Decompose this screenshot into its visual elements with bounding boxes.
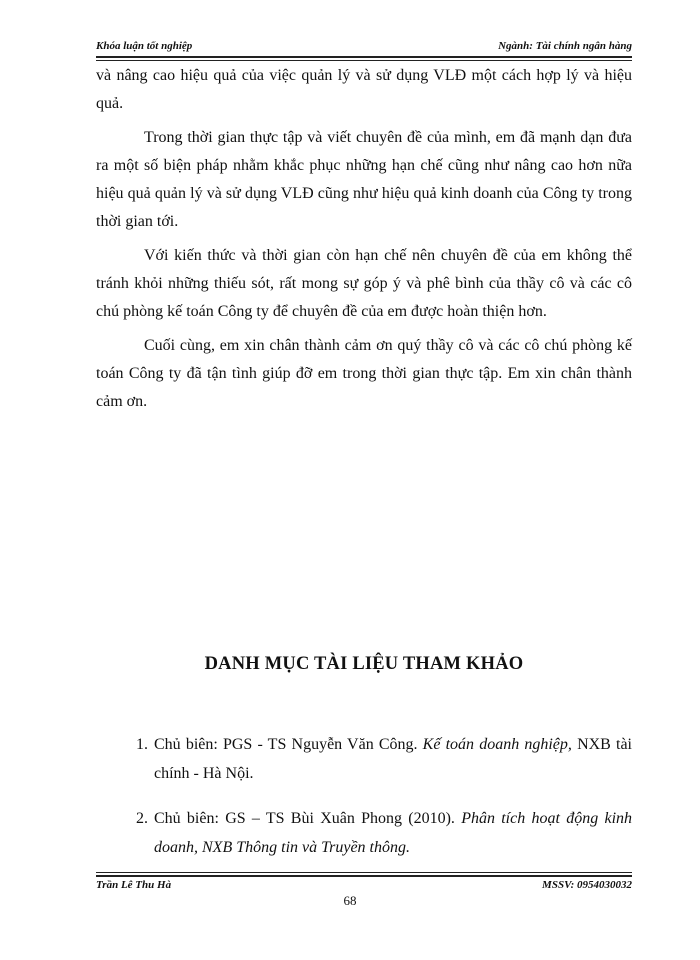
body-text [96,62,632,416]
reference-item [96,804,632,862]
references-title: DANH MỤC TÀI LIỆU THAM KHẢO [204,654,524,674]
footer-rule-thin [96,872,632,873]
page-footer [96,879,632,891]
reference-text [154,804,632,862]
reference-item [96,730,632,788]
footer-student-id: MSSV: 0954030032 [542,879,632,891]
header-right: Ngành: Tài chính ngân hàng [498,40,632,52]
paragraph-limitations: Với kiến thức và thời gian còn hạn chế nên chuyên đề của em không thể tránh khỏi những thiếu sót, rất mong sự góp ý và phê bình của thầy cô và các cô chú phòng kế toán Công ty để chuyên đề của em được hoàn thiện hơn. [96,247,632,320]
paragraph-continuation: và nâng cao hiệu quả của việc quản lý và sử dụng VLĐ một cách hợp lý và hiệu quả. [96,67,632,112]
header-left: Khóa luận tốt nghiệp [96,40,193,52]
footer-rule [96,875,632,877]
reference-number: 2. [136,810,148,827]
reference-author: Chủ biên: GS – TS Bùi Xuân Phong (2010). [154,810,455,827]
references-list [96,730,632,878]
header-rule-thin [96,60,632,61]
reference-author: Chủ biên: PGS - TS Nguyễn Văn Công. [154,736,418,753]
paragraph-measures: Trong thời gian thực tập và viết chuyên đề của mình, em đã mạnh dạn đưa ra một số biện pháp nhằm khắc phục những hạn chế cũng như nâng cao hơn nữa hiệu quả quản lý và sử dụng VLĐ cũng như hiệu quả kinh doanh của Công ty trong thời gian tới. [96,129,632,230]
reference-title: Kế toán doanh nghiệp, [422,736,572,753]
reference-number: 1. [136,736,148,753]
footer-author: Trần Lê Thu Hà [96,879,172,891]
header-rule [96,56,632,58]
page-header [96,40,632,52]
reference-text [154,730,632,788]
reference-publisher: NXB tài chính - Hà Nội. [154,736,632,782]
paragraph-thanks: Cuối cùng, em xin chân thành cảm ơn quý thầy cô và các cô chú phòng kế toán Công ty đã tận tình giúp đỡ em trong thời gian thực tập. Em xin chân thành cảm ơn. [96,337,632,410]
reference-title: Phân tích hoạt động kinh doanh, NXB Thông tin và Truyền thông. [154,810,633,856]
page-number: 68 [343,893,357,908]
